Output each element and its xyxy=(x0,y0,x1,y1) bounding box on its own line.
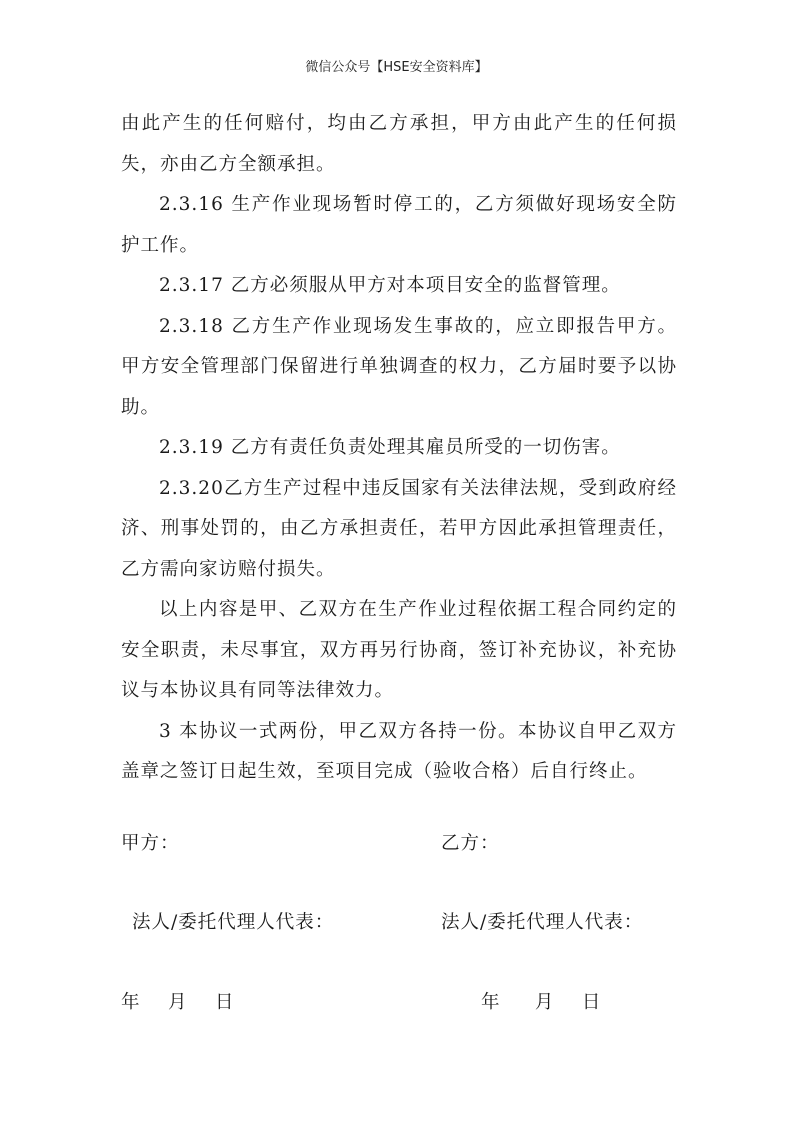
clause-2-3-20: 2.3.20乙方生产过程中违反国家有关法律法规，受到政府经济、刑事处罚的，由乙方承担责任，若甲方因此承担管理责任，乙方需向家访赔付损失。 xyxy=(121,477,677,580)
party-b-representative-label: 法人/委托代理人代表： xyxy=(441,912,644,933)
clause-2-3-19: 2.3.19 乙方有责任负责处理其雇员所受的一切伤害。 xyxy=(159,437,621,458)
party-b-date: 年 月 日 xyxy=(481,992,602,1013)
party-a-label: 甲方： xyxy=(121,833,180,854)
party-a-representative-label: 法人/委托代理人代表： xyxy=(132,912,335,933)
clause-2-3-18: 2.3.18 乙方生产作业现场发生事故的，应立即报告甲方。甲方安全管理部门保留进行单独调查的权力，乙方届时要予以协助。 xyxy=(121,315,677,418)
page-header: 微信公众号【HSE安全资料库】 xyxy=(305,60,488,75)
party-a-date: 年 月 日 xyxy=(121,992,235,1013)
summary-paragraph: 以上内容是甲、乙双方在生产作业过程依据工程合同约定的安全职责，未尽事宜，双方再另行协商，签订补充协议，补充协议与本协议具有同等法律效力。 xyxy=(121,599,677,701)
party-b-label: 乙方： xyxy=(441,833,500,854)
agreement-body xyxy=(121,104,677,793)
clause-3: 3 本协议一式两份，甲乙双方各持一份。本协议自甲乙双方盖章之签订日起生效，至项目完成（验收合格）后自行终止。 xyxy=(121,720,677,782)
paragraph-continuation: 由此产生的任何赔付，均由乙方承担，甲方由此产生的任何损失，亦由乙方全额承担。 xyxy=(121,113,677,175)
clause-2-3-16: 2.3.16 生产作业现场暂时停工的，乙方须做好现场安全防护工作。 xyxy=(121,194,677,256)
clause-2-3-17: 2.3.17 乙方必须服从甲方对本项目安全的监督管理。 xyxy=(159,275,621,296)
